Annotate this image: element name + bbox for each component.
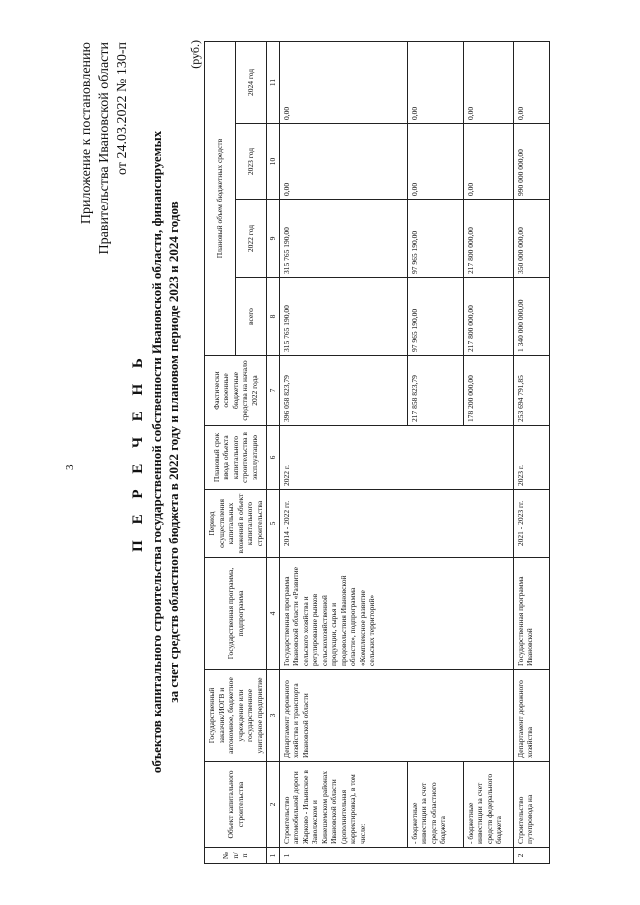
row-spent: 396 058 823,79 [279, 356, 407, 426]
row-2022: 315 765 190,00 [279, 200, 407, 278]
row-2024: 0,00 [407, 41, 463, 123]
appendix-line-1: Приложение к постановлению [79, 42, 94, 225]
row-spent: 217 858 823,79 [407, 356, 463, 426]
header-spent: Фактически освоенные бюджетные средства на начало 2022 года [205, 356, 267, 426]
row-2023: 990 000 000,00 [513, 124, 549, 200]
row-object: Строительство путепровода на [513, 762, 549, 848]
row-total: 217 800 000,00 [463, 278, 513, 356]
header-period: Период осуществления капитальных вложений в объект капитального строительства [205, 490, 267, 558]
header-num: № п/п [205, 848, 267, 864]
column-index-row [267, 41, 280, 863]
index-cell: 1 [267, 848, 280, 864]
row-deadline: 2022 г. [279, 426, 513, 490]
document-page [20, 22, 620, 882]
row-spent: 253 694 791,85 [513, 356, 549, 426]
index-cell: 10 [267, 124, 280, 200]
objects-table-wrapper [204, 42, 550, 864]
row-2024: 0,00 [463, 41, 513, 123]
row-program: Государственная программа Ивановской области «Развитие сельского хозяйства и регулирование рынков сельскохозяйственной продукции, сырья и продовольствия Ивановской области», подпрограмма «Комплексное развитие сельских территорий» [279, 558, 513, 670]
row-number: 1 [279, 848, 513, 864]
table-row [513, 41, 549, 863]
row-program: Государственная программа Ивановской [513, 558, 549, 670]
index-cell: 6 [267, 426, 280, 490]
row-total: 1 340 000 000,00 [513, 278, 549, 356]
row-number: 2 [513, 848, 549, 864]
header-program: Государственная программа, подпрограмма [205, 558, 267, 670]
document-subtitle-line-1: объектов капитального строительства государственной собственности Ивановской области, финансируемых [149, 130, 164, 774]
objects-table [204, 41, 550, 864]
row-period: 2014 - 2022 гг. [279, 490, 513, 558]
row-2022: 97 965 190,00 [407, 200, 463, 278]
row-2024: 0,00 [513, 41, 549, 123]
row-total: 315 765 190,00 [279, 278, 407, 356]
header-total: всего [236, 278, 267, 356]
row-total: 97 965 190,00 [407, 278, 463, 356]
index-cell: 3 [267, 670, 280, 762]
row-2022: 350 000 000,00 [513, 200, 549, 278]
index-cell: 4 [267, 558, 280, 670]
index-cell: 8 [267, 278, 280, 356]
index-cell: 11 [267, 41, 280, 123]
index-cell: 5 [267, 490, 280, 558]
row-object: - бюджетные инвестиции за счет средств федерального бюджета [463, 762, 513, 848]
table-row [279, 41, 407, 863]
row-spent: 178 200 000,00 [463, 356, 513, 426]
header-2022: 2022 год [236, 200, 267, 278]
row-2023: 0,00 [407, 124, 463, 200]
header-row-1 [205, 41, 236, 863]
header-2023: 2023 год [236, 124, 267, 200]
header-deadline: Плановый срок ввода объекта капитального строительства в эксплуатацию [205, 426, 267, 490]
appendix-note [78, 42, 132, 372]
document-subtitle-line-2: за счет средств областного бюджета в 2022 году и плановом периоде 2023 и 2024 годов [166, 201, 181, 703]
page-number: 3 [64, 464, 76, 470]
currency-unit: (руб.) [188, 40, 202, 69]
row-deadline: 2023 г. [513, 426, 549, 490]
index-cell: 2 [267, 762, 280, 848]
title-block [128, 22, 182, 882]
header-2024: 2024 год [236, 41, 267, 123]
row-2023: 0,00 [279, 124, 407, 200]
index-cell: 9 [267, 200, 280, 278]
row-customer: Департамент дорожного хозяйства и транспорта Ивановской области [279, 670, 513, 762]
header-planned-volume: Плановый объем бюджетных средств [205, 41, 236, 355]
document-title: П Е Р Е Ч Е Н Ь [130, 352, 146, 552]
appendix-line-2: Правительства Ивановской области [97, 42, 112, 255]
appendix-line-3: от 24.03.2022 № 130-п [115, 42, 130, 175]
row-2024: 0,00 [279, 41, 407, 123]
row-object: - бюджетные инвестиции за счет средств областного бюджета [407, 762, 463, 848]
header-object: Объект капитального строительства [205, 762, 267, 848]
row-object: Строительство автомобильной дороги Жарково - Ильинское в Заволжском и Кинешемском районах Ивановской области (дополнительная корректировка), в том числе: [279, 762, 407, 848]
index-cell: 7 [267, 356, 280, 426]
row-2022: 217 800 000,00 [463, 200, 513, 278]
row-period: 2021 - 2023 гг. [513, 490, 549, 558]
row-customer: Департамент дорожного хозяйства [513, 670, 549, 762]
row-2023: 0,00 [463, 124, 513, 200]
header-customer: Государственный заказчик/ИОГВ и автономное, бюджетное учреждение или государственное унитарное предприятие [205, 670, 267, 762]
